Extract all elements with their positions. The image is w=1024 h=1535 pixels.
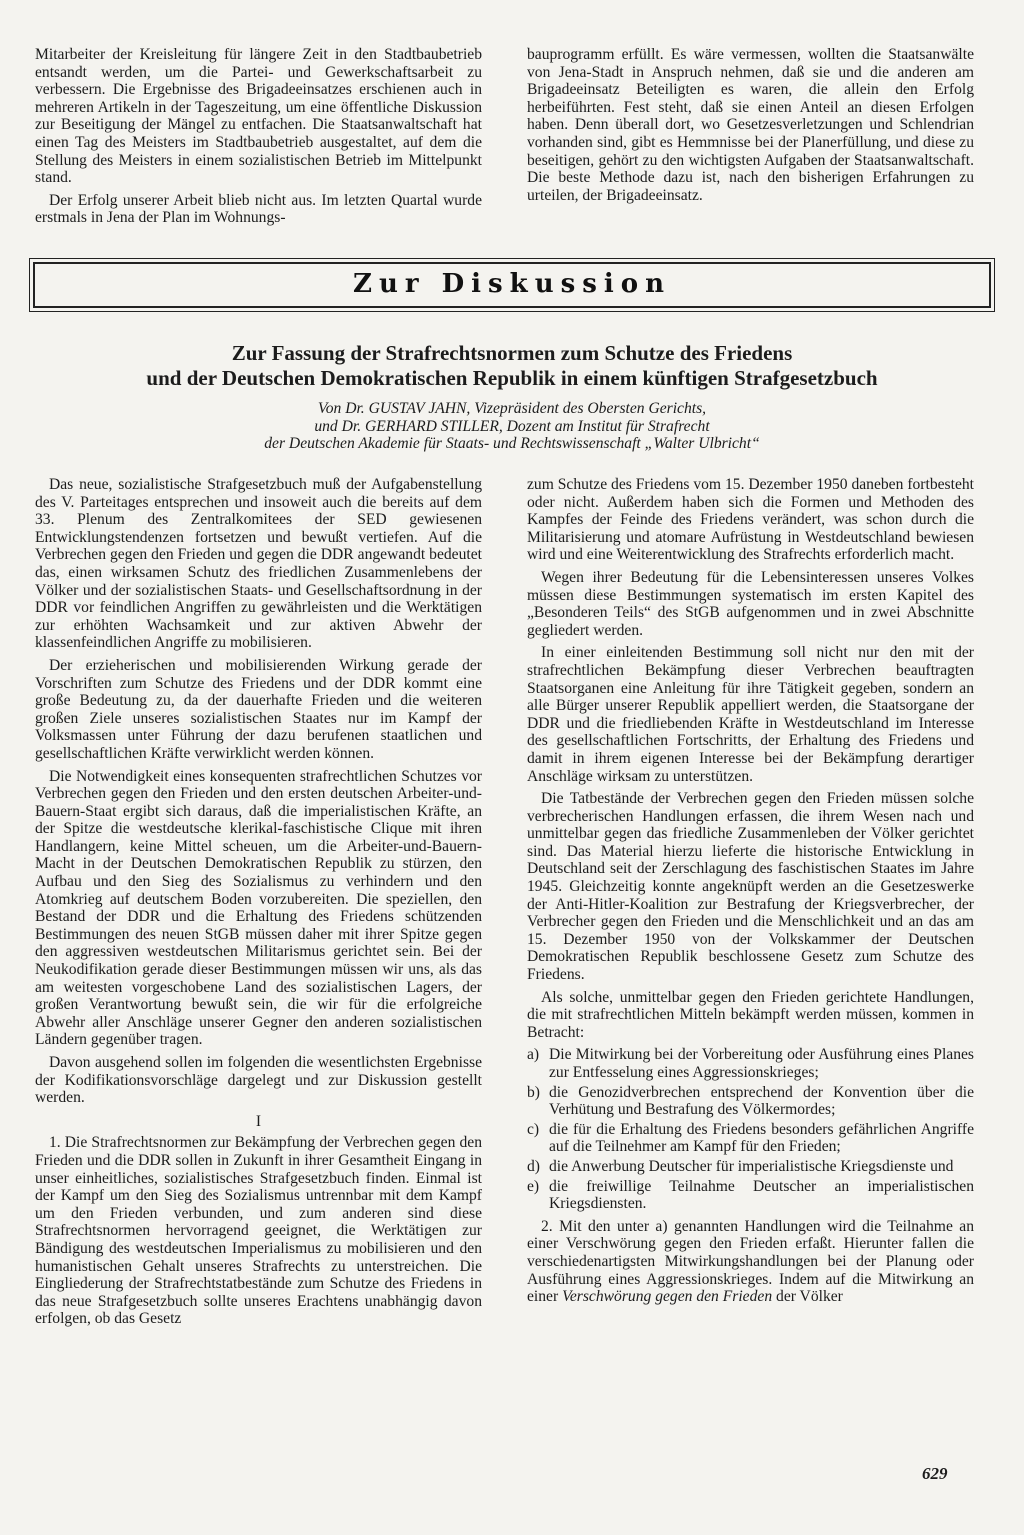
list-marker: b) xyxy=(527,1083,540,1101)
list-item xyxy=(527,1158,974,1176)
top-right-column xyxy=(527,46,974,209)
article-authors xyxy=(60,400,964,453)
article-title-line: und der Deutschen Demokratischen Republik in einem künftigen Strafgesetzbuch xyxy=(146,366,878,390)
closing-paragraph xyxy=(527,1218,974,1306)
paragraph: Davon ausgehend sollen im folgenden die wesentlichsten Ergebnisse der Kodifikationsvorschläge dargelegt und zur Diskussion gestellt werden. xyxy=(35,1054,482,1107)
article-title xyxy=(60,341,964,391)
list-marker: a) xyxy=(527,1046,540,1064)
list-item xyxy=(527,1084,974,1119)
list-text: die freiwillige Teilnahme Deutscher an imperialistischen Kriegsdiensten. xyxy=(549,1177,974,1213)
closing-tail: der Völker xyxy=(776,1288,843,1306)
paragraph: Die Tatbestände der Verbrechen gegen den Frieden müssen solche verbrecherischen Handlungen erfassen, die ihrem Wesen nach und unmittelbar gegen das friedliche Zusammenleben der Völker gerichtet sind. Das Material hierzu lieferte die historische Entwicklung in Deutschland seit der Zerschlagung des faschistischen Staates im Jahre 1945. Gleichzeitig konnte angeknüpft werden an die Gesetzeswerke der Anti-Hitler-Koalition zur Bestrafung der Kriegsverbrecher, der Verbrecher gegen den Frieden und die Menschlichkeit und an das am 15. Dezember 1950 von der Volkskammer der Deutschen Demokratischen Republik beschlossene Gesetz zum Schutze des Friedens. xyxy=(527,790,974,984)
list-item xyxy=(527,1046,974,1081)
author-line: und Dr. GERHARD STILLER, Dozent am Institut für Strafrecht xyxy=(314,417,710,435)
list-text: die Genozidverbrechen entsprechend der Konvention über die Verhütung und Bestrafung des Völkermordes; xyxy=(549,1083,974,1119)
section-banner-title: Zur Diskussion xyxy=(352,269,671,299)
list-marker: c) xyxy=(527,1120,540,1138)
author-line: der Deutschen Akademie für Staats- und Rechtswissenschaft „Walter Ulbricht“ xyxy=(264,435,760,452)
body-right-column xyxy=(527,476,974,1311)
section-heading: I xyxy=(255,1112,262,1130)
paragraph: In einer einleitenden Bestimmung soll nicht nur den mit der strafrechtlichen Bekämpfung dieser Verbrechen beauftragten Staatsorganen eine Anleitung für ihre Tätigkeit gegeben, sondern an alle Bürger unserer Republik appelliert werden, die Staatsorgane der DDR und die friedliebenden Kräfte in Westdeutschland im Interesse des gesellschaftlichen Fortschritts, der Erhaltung des Friedens und damit in ihrem eigenen Interesse bei der Bekämpfung derartiger Anschläge wirksam zu unterstützen. xyxy=(527,644,974,785)
body-left-column xyxy=(35,476,482,1333)
section-banner xyxy=(33,262,991,308)
list-item xyxy=(527,1178,974,1213)
top-left-column xyxy=(35,46,482,232)
list-text: die für die Erhaltung des Friedens besonders gefährlichen Angriffe auf die Teilnehmer am Kampf für den Frieden; xyxy=(549,1120,974,1156)
paragraph: Das neue, sozialistische Strafgesetzbuch muß der Aufgabenstellung des V. Parteitages entsprechen und insoweit auch die bereits auf dem 33. Plenum des Zentralkomitees der SED gewiesenen Entwicklungstendenzen fortsetzen und bewußt vertiefen. Auf die Verbrechen gegen den Frieden und gegen die DDR angewandt bedeutet das, einen wirksamen Schutz des friedlichen Zusammenlebens der Völker und der sozialistischen Staats- und Gesellschaftsordnung in der DDR vor feindlichen Angriffen zu gewährleisten und die Werktätigen zur erhöhten Wachsamkeit und zur aktiven Abwehr der klassenfeindlichen Angriffe zu mobilisieren. xyxy=(35,476,482,652)
paragraph: zum Schutze des Friedens vom 15. Dezember 1950 daneben fortbesteht oder nicht. Außerdem haben sich die Formen und Methoden des Kampfes der Feinde des Friedens verändert, was schon durch die Militarisierung und atomare Aufrüstung in Westdeutschland bewiesen wird und eine Weiterentwicklung des Strafrechts erforderlich macht. xyxy=(527,476,974,564)
closing-text: 2. Mit den unter a) genannten Handlungen wird die Teilnahme an einer Verschwörung gegen den Frieden erfaßt. Hierunter fallen die verschiedenartigsten Mitwirkungshandlungen bei der Planung oder Ausführung eines Aggressionskrieges. Indem auf die Mitwirkung an einer xyxy=(527,1217,974,1306)
list-text: Die Mitwirkung bei der Vorbereitung oder Ausführung eines Planes zur Entfesselung eines Aggressionskrieges; xyxy=(549,1046,974,1081)
paragraph: Mitarbeiter der Kreisleitung für längere Zeit in den Stadtbaubetrieb entsandt werden, um die Partei- und Gewerkschaftsarbeit zu verbessern. Die Ergebnisse des Brigadeeinsatzes erschienen auch in mehreren Artikeln in der Tageszeitung, um eine öffentliche Diskussion zur Beseitigung der Mängel zu entfachen. Die Staatsanwaltschaft hat einen Tag des Meisters im Stadtbaubetrieb ausgestaltet, auf dem die Stellung des Meisters in einem sozialistischen Betrieb im Mittelpunkt stand. xyxy=(35,46,482,187)
closing-emphasis: Verschwörung gegen den Frieden xyxy=(562,1288,773,1306)
list-marker: d) xyxy=(527,1157,540,1175)
list-item xyxy=(527,1121,974,1156)
list-marker: e) xyxy=(527,1177,540,1195)
page-number: 629 xyxy=(922,1464,948,1483)
paragraph: Die Notwendigkeit eines konsequenten strafrechtlichen Schutzes vor Verbrechen gegen den Frieden und den ersten deutschen Arbeiter-und-Bauern-Staat ergibt sich daraus, daß die imperialistischen Kräfte, an der Spitze die westdeutsche klerikal-faschistische Clique mit ihren Handlangern, keine Mittel scheuen, um die Arbeiter-und-Bauern-Macht in der Deutschen Demokratischen Republik zu stürzen, den Aufbau und den Sieg des Sozialismus zu verhindern und den Atomkrieg auf deutschem Boden vorzubereiten. Die speziellen, den Bestand der DDR und die Erhaltung des Friedens schützenden Bestimmungen des neuen StGB müssen daher mit ihrer Spitze gegen den aggressiven westdeutschen Militarismus gerichtet sein. Bei der Neukodifikation gerade dieser Bestimmungen müssen wir uns, als das am weitesten vorgeschobene Land des sozialistischen Lagers, der großen Verantwortung bewußt sein, die wir für die erfolgreiche Abwehr aller Anschläge unserer Gegner den anderen sozialistischen Ländern gegenüber tragen. xyxy=(35,767,482,1049)
paragraph: Wegen ihrer Bedeutung für die Lebensinteressen unseres Volkes müssen diese Bestimmungen systematisch im ersten Kapitel des „Besonderen Teils“ des StGB aufgenommen und in zwei Abschnitte gegliedert werden. xyxy=(527,568,974,639)
list-text: die Anwerbung Deutscher für imperialistische Kriegsdienste und xyxy=(549,1157,954,1175)
paragraph: Als solche, unmittelbar gegen den Frieden gerichtete Handlungen, die mit strafrechtlichen Mitteln bekämpft werden müssen, kommen in Betracht: xyxy=(527,988,974,1041)
author-line: Von Dr. GUSTAV JAHN, Vizepräsident des Obersten Gerichts, xyxy=(317,400,707,417)
paragraph: Der Erfolg unserer Arbeit blieb nicht aus. Im letzten Quartal wurde erstmals in Jena der Plan im Wohnungs- xyxy=(35,191,482,227)
paragraph: 1. Die Strafrechtsnormen zur Bekämpfung der Verbrechen gegen den Frieden und die DDR sollen in Zukunft in ihrer Gesamtheit Eingang in unser einheitliches, sozialistisches Strafgesetzbuch finden. Einmal ist der Kampf um den Sieg des Sozialismus untrennbar mit dem Kampf um den Frieden verbunden, und zum anderen sind diese Strafrechtsnormen hervorragend geeignet, die Werktätigen zur Bändigung des westdeutschen Imperialismus zu mobilisieren und den humanistischen Gehalt unseres Strafrechts zu unterstreichen. Die Eingliederung der Strafrechtstatbestände zum Schutze des Friedens in das neue Strafgesetzbuch sollte unseres Erachtens unabhängig davon erfolgen, ob das Gesetz xyxy=(35,1134,482,1328)
article-title-line: Zur Fassung der Strafrechtsnormen zum Schutze des Friedens xyxy=(231,341,793,365)
paragraph: Der erzieherischen und mobilisierenden Wirkung gerade der Vorschriften zum Schutze des Friedens und der DDR kommt eine große Bedeutung zu, da der dauerhafte Frieden und die weiteren großen Ziele unseres sozialistischen Staates nur im Kampf der Volksmassen unter Führung der dazu berufenen staatlichen und gesellschaftlichen Kräfte verwirklicht werden können. xyxy=(35,656,482,762)
paragraph: bauprogramm erfüllt. Es wäre vermessen, wollten die Staatsanwälte von Jena-Stadt in Anspruch nehmen, daß sie und die anderen am Brigadeeinsatz Beteiligten es waren, die allein den Erfolg herbeiführten. Fest steht, daß sie einen Anteil an diesen Erfolgen haben. Denn überall dort, wo Gesetzesverletzungen und Schlendrian vorhanden sind, gibt es Hemmnisse bei der Planerfüllung, und diese zu beseitigen, gehört zu den wichtigsten Aufgaben der Staatsanwaltschaft. Die beste Methode dazu ist, nach den bisherigen Erfahrungen zu urteilen, der Brigadeeinsatz. xyxy=(527,46,974,204)
